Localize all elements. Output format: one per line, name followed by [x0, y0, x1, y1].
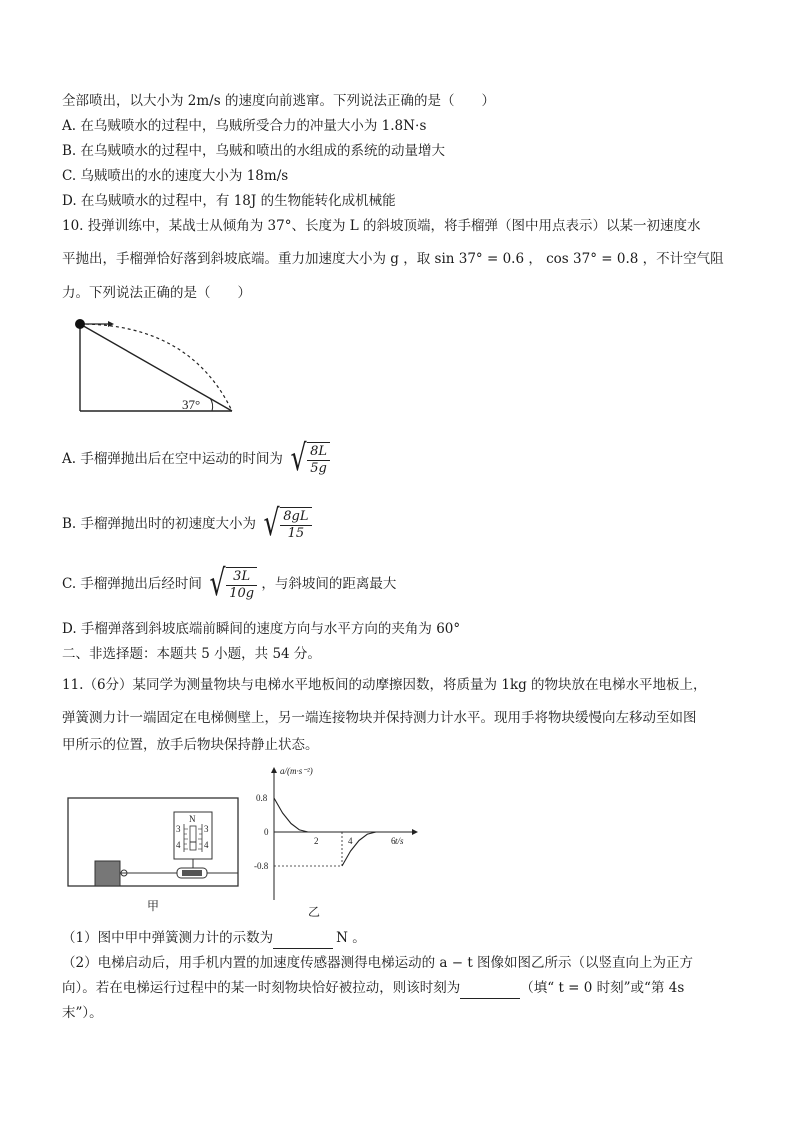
q9-option-b: B. 在乌贼喷水的过程中，乌贼和喷出的水组成的系统的动量增大 [62, 143, 446, 159]
figure-yi-caption: 乙 [308, 905, 321, 919]
answer-blank-1[interactable] [273, 928, 333, 949]
slope-hypotenuse [80, 324, 232, 411]
q10-option-d: D. 手榴弹落到斜坡底端前瞬间的速度方向与水平方向的夹角为 60° [62, 621, 461, 637]
q11-stem-line2: 弹簧测力计一端固定在电梯侧壁上，另一端连接物块并保持测力计水平。现用手将物块缓慢向左移动至如图 [62, 710, 697, 726]
q11-sub2-line1: （2）电梯启动后，用手机内置的加速度传感器测得电梯运动的 a − t 图像如图乙所示（以竖直向上为正方 [62, 955, 694, 971]
q11-sub1 [62, 928, 366, 949]
sqrt-sign: √ [263, 503, 280, 544]
fraction: $\frac{3L}{10g}$ [226, 567, 257, 602]
q11-sub2-line3: 末”）。 [62, 1005, 103, 1021]
spring-scale-inner [182, 870, 202, 876]
sqrt-expression [206, 563, 257, 604]
section-heading: 二、非选择题：本题共 5 小题，共 54 分。 [62, 646, 321, 662]
gauge-label-4-left: 4 [176, 840, 181, 850]
q10-option-c-text: C. 手榴弹抛出后经时间 [62, 576, 202, 592]
q10-option-c [62, 563, 397, 604]
x-tick-4: 4 [348, 836, 353, 846]
q9-stem-tail: 全部喷出，以大小为 2m/s 的速度向前逃窜。下列说法正确的是（ ） [62, 93, 495, 109]
slope-figure [70, 314, 240, 416]
q10-option-a-text: A. 手榴弹抛出后在空中运动的时间为 [62, 451, 283, 467]
q10-option-a [62, 438, 330, 479]
q9-option-c: C. 乌贼喷出的水的速度大小为 18m/s [62, 168, 289, 184]
sqrt-sign: √ [290, 438, 307, 479]
y-tick-0: 0 [264, 827, 269, 837]
q9-option-a: A. 在乌贼喷水的过程中，乌贼所受合力的冲量大小为 1.8N⋅s [62, 118, 427, 134]
q10-stem-line3: 力。下列说法正确的是（ ） [62, 285, 251, 301]
q10-stem-line2: 平抛出，手榴弹恰好落到斜坡底端。重力加速度大小为 g ，取 sin 37° = 0.6 ， cos 37° = 0.8 ，不计空气阻 [62, 251, 724, 267]
gauge-label-4-right: 4 [204, 840, 209, 850]
q11-stem-line3: 甲所示的位置，放手后物块保持静止状态。 [62, 737, 319, 753]
q11-sub2-line2 [62, 978, 684, 999]
figure-jia [62, 792, 247, 917]
y-tick-0.8: 0.8 [256, 793, 268, 803]
a-t-chart [252, 760, 427, 920]
grenade-point [75, 319, 85, 329]
gauge-label-3-left: 3 [176, 824, 181, 834]
q11-sub1-unit: N 。 [336, 930, 366, 946]
gauge-label-3-right: 3 [204, 824, 209, 834]
fraction: $\frac{8gL}{15}$ [280, 507, 311, 542]
x-axis-label: t/s [395, 836, 404, 846]
gauge-unit: N [189, 814, 196, 824]
x-tick-6: 6 [391, 836, 396, 846]
angle-label: 37° [182, 397, 201, 412]
sqrt-expression [260, 503, 311, 544]
q11-sub2-text: 向）。若在电梯运行过程中的某一时刻物块恰好被拉动，则该时刻为 [62, 980, 461, 996]
series-line-0 [274, 798, 308, 832]
q11-sub1-text: （1）图中甲中弹簧测力计的示数为 [62, 930, 274, 946]
sqrt-sign: √ [209, 563, 226, 604]
q11-sub2-hint: （填“ t = 0 时刻”或“第 4s [520, 980, 685, 996]
figure-jia-caption: 甲 [147, 899, 160, 913]
q10-option-b-text: B. 手榴弹抛出时的初速度大小为 [62, 516, 257, 532]
q10-stem-line1: 10. 投弹训练中，某战士从倾角为 37°、长度为 L 的斜坡顶端，将手榴弹（图中用点表示）以某一初速度水 [62, 218, 701, 234]
y-tick-neg0.8: -0.8 [254, 861, 269, 871]
y-axis-label: a/(m·s⁻²) [280, 766, 313, 776]
q11-stem-line1: 11.（6分）某同学为测量物块与电梯水平地板间的动摩擦因数，将质量为 1kg 的物块放在电梯水平地板上， [62, 677, 707, 693]
q9-option-d: D. 在乌贼喷水的过程中，有 18J 的生物能转化成机械能 [62, 193, 396, 209]
x-tick-2: 2 [314, 836, 319, 846]
sqrt-expression [287, 438, 330, 479]
block [95, 861, 120, 886]
q10-option-c-tail: ，与斜坡间的距离最大 [261, 576, 397, 592]
gauge-indicator [190, 826, 196, 850]
q10-option-b [62, 503, 312, 544]
answer-blank-2[interactable] [460, 978, 520, 999]
fraction: $\frac{8L}{5g}$ [307, 442, 330, 477]
